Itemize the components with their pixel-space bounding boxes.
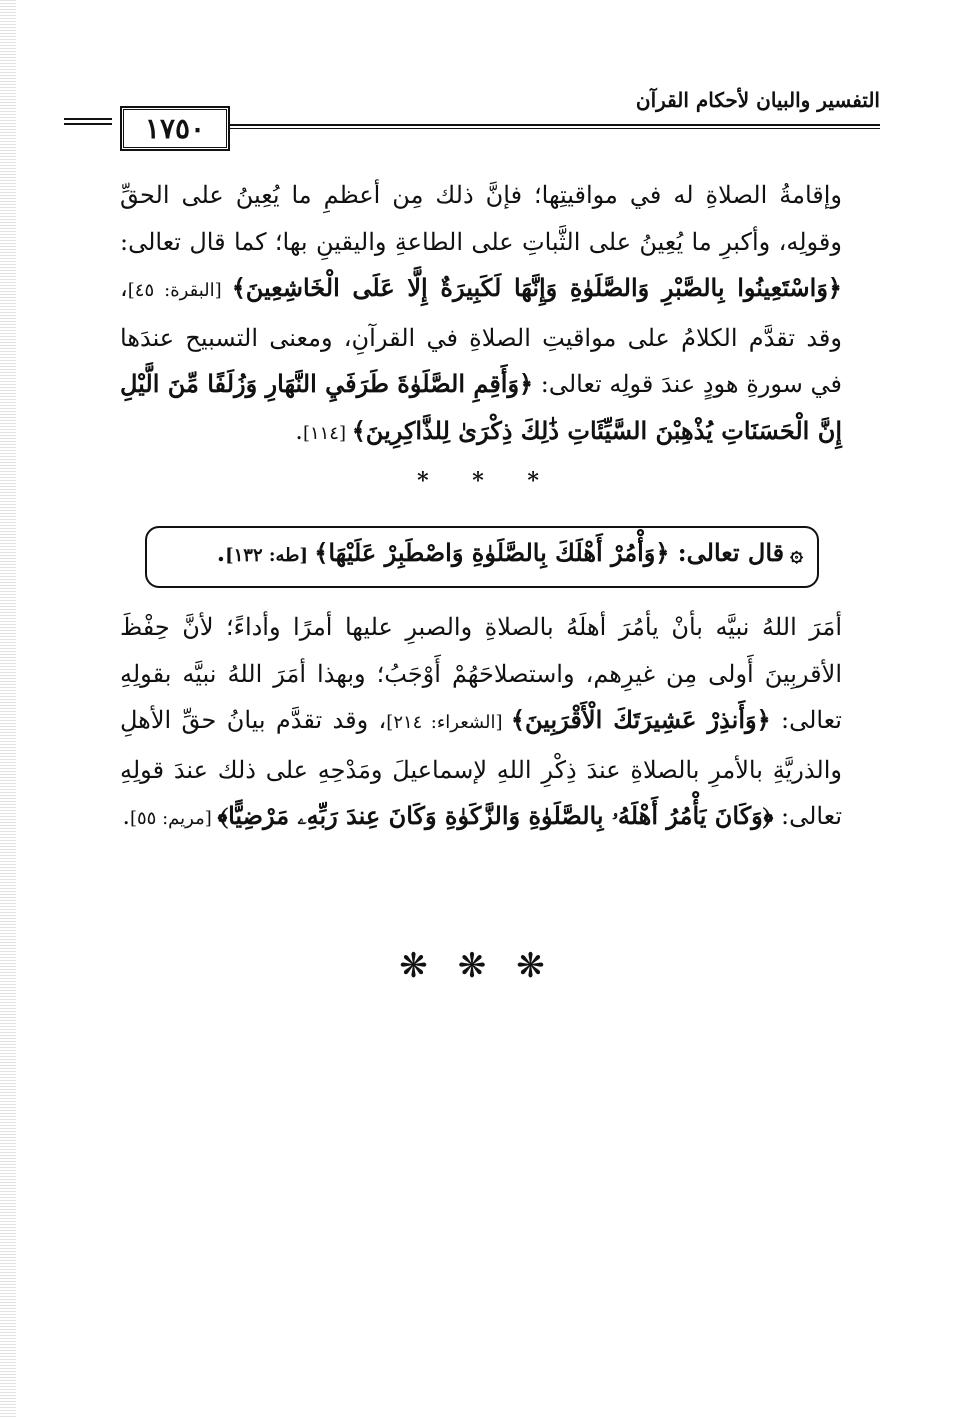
header-rule	[120, 124, 880, 126]
header-rule-thin	[120, 128, 880, 129]
page-header	[120, 88, 880, 158]
text: ، وقد تقدَّم بيانُ حقِّ الأهلِ والذريَّةِ بالأمرِ بالصلاةِ عندَ ذِكْرِ اللهِ لإسماعيلَ ومَدْحِهِ على ذلك عندَ قولِهِ تعالى:	[120, 706, 842, 830]
quran-verse: ﴿وَأَقِمِ الصَّلَوٰةَ طَرَفَيِ النَّهَارِ وَزُلَفًا مِّنَ الَّيْلِ إِنَّ الْحَسَنَاتِ يُذْهِبْنَ السَّيِّئَاتِ ذَٰلِكَ ذِكْرَىٰ لِلذَّاكِرِينَ﴾	[120, 369, 842, 445]
verse-reference: [طه: ١٣٢]	[225, 545, 315, 566]
page-number: ١٧٥٠	[123, 109, 227, 148]
verse-callout-box	[145, 526, 819, 588]
book-title: التفسير والبيان لأحكام القرآن	[628, 88, 880, 112]
quran-verse: ﴿وَأْمُرْ أَهْلَكَ بِالصَّلَوٰةِ وَاصْطَبِرْ عَلَيْهَا﴾	[314, 538, 670, 567]
page-number-box	[120, 106, 230, 151]
end-ornaments: ❋❋❋	[399, 946, 575, 986]
section-separator: * * *	[417, 468, 557, 494]
verse-reference: [البقرة: ٤٥]	[127, 280, 232, 301]
verse-reference: [الشعراء: ٢١٤]	[386, 712, 511, 733]
text: ، وقد تقدَّم الكلامُ على مواقيتِ الصلاةِ في القرآنِ، ومعنى التسبيح عندَها في سورةِ هودٍ عندَ قولِه تعالى:	[120, 274, 842, 398]
paragraph-1	[120, 172, 842, 457]
text: .	[295, 416, 303, 445]
header-dash	[64, 118, 112, 120]
quran-verse: ﴿وَاسْتَعِينُوا بِالصَّبْرِ وَالصَّلَوٰةِ وَإِنَّهَا لَكَبِيرَةٌ إِلَّا عَلَى الْخَاشِعِينَ﴾	[231, 273, 842, 302]
callout-lead: قال تعالى:	[669, 538, 785, 567]
text: .	[122, 802, 130, 830]
paragraph-2	[120, 604, 842, 843]
scan-edge	[0, 0, 16, 1417]
rub-el-hizb-icon: ۞	[790, 541, 803, 567]
quran-verse: ﴿وَأَنذِرْ عَشِيرَتَكَ الْأَقْرَبِينَ﴾	[510, 705, 771, 734]
text: .	[216, 538, 226, 567]
header-dash	[64, 123, 112, 125]
text: أمَرَ اللهُ نبيَّه بأنْ يأمُرَ أهلَهُ بالصلاةِ والصبرِ عليها أمرًا وأداءً؛ لأنَّ حِفْظَ الأقربِينَ أَولى مِن غيرِهم، واستصلاحَهُمْ أَوْجَبُ؛ وبهذا أمَرَ اللهُ نبيَّه بقولِهِ تعالى:	[120, 613, 842, 734]
text: وإقامةُ الصلاةِ له في مواقيتِها؛ فإنَّ ذلك مِن أعظمِ ما يُعِينُ على الحقِّ وقولِه، وأكبرِ ما يُعِينُ على الثَّباتِ على الطاعةِ واليقينِ بها؛ كما قال تعالى:	[120, 181, 842, 256]
verse-reference: [مريم: ٥٥]	[129, 808, 218, 829]
verse-reference: [١١٤]	[302, 422, 352, 444]
quran-verse: ﴿وَكَانَ يَأْمُرُ أَهْلَهُۥ بِالصَّلَوٰةِ وَالزَّكَوٰةِ وَكَانَ عِندَ رَبِّهِۦ مَرْضِيًّا﴾	[217, 801, 774, 830]
